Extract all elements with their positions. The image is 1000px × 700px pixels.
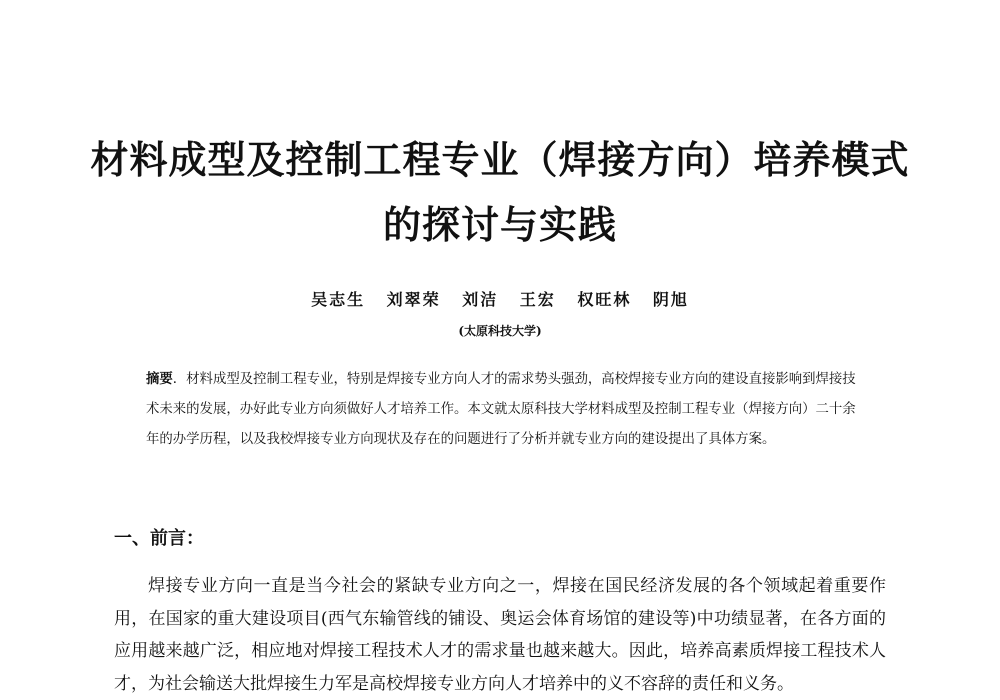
author-list: 吴志生 刘翠荣 刘洁 王宏 权旺林 阴旭 — [311, 290, 689, 309]
abstract-label: 摘要 — [146, 372, 173, 387]
abstract — [146, 365, 862, 455]
section-heading-introduction: 一、前言： — [114, 528, 204, 549]
paper-title-line-1: 材料成型及控制工程专业（焊接方向）培养模式 — [90, 137, 910, 182]
abstract-text: ．材料成型及控制工程专业，特别是焊接专业方向人才的需求势头强劲，高校焊接专业方向的建设直接影响到焊接技术未来的发展，办好此专业方向须做好人才培养工作。本文就太原科技大学材料成型及控制工程专业（焊接方向）二十余年的办学历程，以及我校焊接专业方向现状及存在的问题进行了分析并就专业方向的建设提出了具体方案。 — [146, 372, 856, 447]
affiliation: (太原科技大学) — [458, 324, 542, 338]
paper-title-line-2: 的探讨与实践 — [382, 202, 617, 247]
section-body-introduction: 焊接专业方向一直是当今社会的紧缺专业方向之一，焊接在国民经济发展的各个领域起着重要作用，在国家的重大建设项目(西气东输管线的铺设、奥运会体育场馆的建设等)中功绩显著，在各方面的应用越来越广泛，相应地对焊接工程技术人才的需求量也越来越大。因此，培养高素质焊接工程技术人才，为社会输送大批焊接生力军是高校焊接专业方向人才培养中的义不容辞的责任和义务。 — [114, 576, 886, 694]
